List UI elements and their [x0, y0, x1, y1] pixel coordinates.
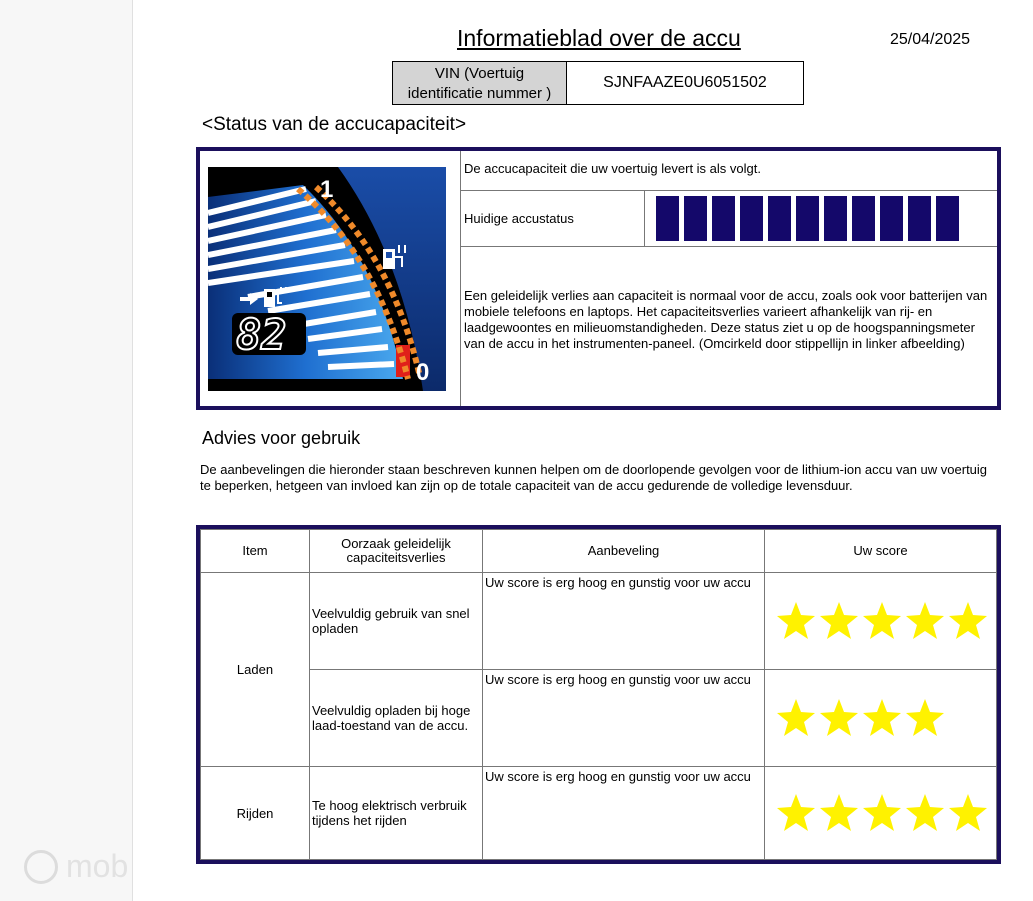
star-icon [904, 792, 946, 834]
current-status-row [461, 191, 997, 247]
capacity-bar [684, 196, 707, 241]
star-icon [775, 792, 817, 834]
capacity-bar [936, 196, 959, 241]
star-icon [861, 600, 903, 642]
recommendation-cell: Uw score is erg hoog en gunstig voor uw accu [483, 767, 765, 860]
recommendation-cell: Uw score is erg hoog en gunstig voor uw accu [483, 573, 765, 670]
vin-value: SJNFAAZE0U6051502 [603, 74, 767, 91]
gauge-mark-1: 1 [320, 176, 334, 203]
page-title: Informatieblad over de accu [457, 25, 741, 51]
cause-cell: Veelvuldig opladen bij hoge laad-toestand van de accu. [310, 670, 483, 767]
battery-gauge-image [208, 167, 446, 391]
advice-heading: Advies voor gebruik [202, 428, 361, 448]
score-table [196, 525, 1001, 864]
star-rating [775, 600, 996, 642]
vin-box [392, 61, 804, 105]
capacity-bar [908, 196, 931, 241]
item-cell: Laden [201, 573, 310, 767]
row-divider [644, 191, 645, 246]
score-cell [765, 670, 997, 767]
header-recommendation: Aanbeveling [483, 530, 765, 573]
capacity-bars [656, 196, 959, 241]
gauge-graphic [208, 167, 446, 391]
watermark-logo-icon [24, 850, 58, 884]
advice-paragraph: De aanbevelingen die hieronder staan beschreven kunnen helpen om de doorlopende gevolgen voor de lithium-ion accu van uw voertuig te beperken, hetgeen van invloed kan zijn op de totale capaciteit van de accu gedurende de volledige levensduur. [200, 462, 988, 493]
star-icon [904, 600, 946, 642]
table-row [201, 767, 997, 860]
score-cell [765, 767, 997, 860]
star-rating [775, 697, 996, 739]
star-icon [947, 600, 989, 642]
current-status-label: Huidige accustatus [464, 211, 574, 226]
score-cell [765, 573, 997, 670]
vin-label-line1: VIN (Voertuig [434, 65, 525, 82]
star-rating [775, 792, 996, 834]
star-icon [818, 600, 860, 642]
header-cause: Oorzaak geleidelijk capaciteitsverlies [310, 530, 483, 573]
star-icon [861, 792, 903, 834]
gauge-mark-0: 0 [416, 359, 430, 386]
table-row [201, 573, 997, 670]
star-icon [775, 600, 817, 642]
header-item: Item [201, 530, 310, 573]
star-icon [818, 697, 860, 739]
capacity-bar [740, 196, 763, 241]
page-left-margin [0, 0, 133, 901]
cause-cell: Te hoog elektrisch verbruik tijdens het rijden [310, 767, 483, 860]
star-icon [947, 792, 989, 834]
header-score: Uw score [765, 530, 997, 573]
vin-label-line2: identificatie nummer ) [407, 85, 552, 102]
gauge-reading: 82 [236, 310, 287, 359]
item-cell: Rijden [201, 767, 310, 860]
capacity-bar [824, 196, 847, 241]
document-date: 25/04/2025 [890, 31, 971, 48]
vin-label [393, 62, 567, 104]
capacity-bar [656, 196, 679, 241]
star-icon [775, 697, 817, 739]
star-icon [861, 697, 903, 739]
status-description: Een geleidelijk verlies aan capaciteit is normaal voor de accu, zoals ook voor batterijen van mobiele telefoons en laptops. Het capaciteitsverlies varieert afhankelijk van rij- en laadgewoontes en milieuomstandigheden. Deze status ziet u op de hoogspanningsmeter van de accu in het instrumenten-paneel. (Omcirkeld door stippellijn in linker afbeelding) [464, 288, 988, 351]
recommendation-cell: Uw score is erg hoog en gunstig voor uw accu [483, 670, 765, 767]
star-icon [818, 792, 860, 834]
table-row [201, 670, 997, 767]
status-intro: De accucapaciteit die uw voertuig levert is als volgt. [461, 151, 997, 191]
table-header-row [201, 530, 997, 573]
capacity-bar [880, 196, 903, 241]
gauge-cell [200, 151, 461, 406]
star-icon [904, 697, 946, 739]
capacity-bar [768, 196, 791, 241]
status-heading: <Status van de accucapaciteit> [202, 114, 467, 135]
watermark-logo: mob [66, 848, 129, 884]
status-panel [196, 147, 1001, 410]
capacity-bar [796, 196, 819, 241]
capacity-bar [712, 196, 735, 241]
cause-cell: Veelvuldig gebruik van snel opladen [310, 573, 483, 670]
capacity-bar [852, 196, 875, 241]
